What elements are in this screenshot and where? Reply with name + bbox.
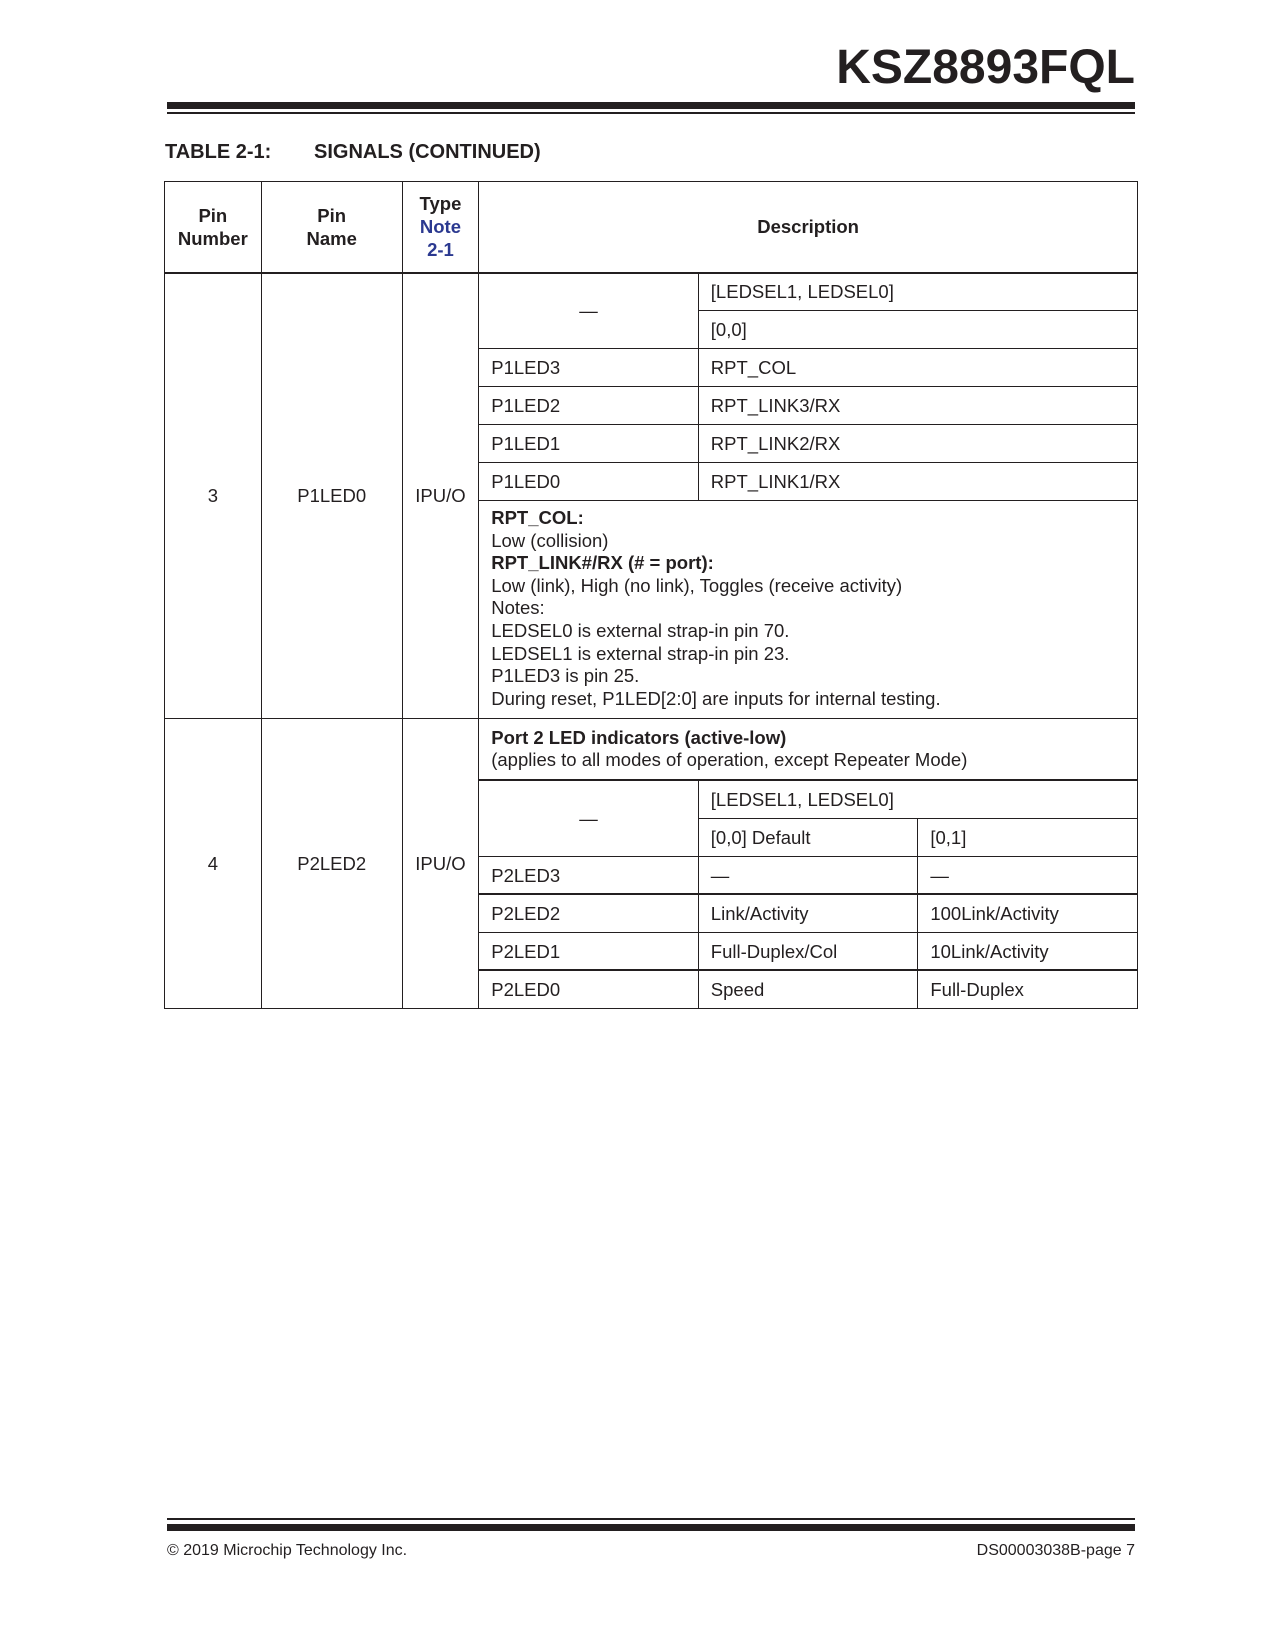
column-header-pin-number-line2: Number	[177, 227, 248, 249]
column-header-pin-name-line2: Name	[306, 227, 357, 249]
column-header-pin-name	[261, 182, 402, 273]
document-title: KSZ8893FQL	[836, 41, 1135, 94]
rpt-link-desc: Low (link), High (no link), Toggles (receive activity)	[491, 574, 903, 596]
rpt-col-title: RPT_COL:	[491, 507, 584, 528]
column-header-pin-number	[165, 182, 262, 273]
pin3-led-name: P1LED3	[479, 349, 699, 387]
note-line: LEDSEL0 is external strap-in pin 70.	[491, 619, 790, 641]
pin3-type: IPU/O	[402, 273, 479, 719]
table-row	[165, 273, 1138, 311]
pin4-ledsel-header: [LEDSEL1, LEDSEL0]	[698, 780, 1137, 818]
column-header-type	[402, 182, 479, 273]
pin3-ledsel-header: [LEDSEL1, LEDSEL0]	[698, 273, 1137, 311]
footer-rule-thick	[167, 1524, 1135, 1531]
pin4-intro-cell	[479, 719, 1138, 781]
header-rule-thin	[167, 112, 1135, 114]
pin4-led-mode-01: —	[918, 856, 1138, 894]
footer-rule-thin	[167, 1518, 1135, 1520]
pin4-name: P2LED2	[261, 719, 402, 1009]
pin4-mode-00: [0,0] Default	[698, 818, 918, 856]
table-header-row	[165, 182, 1138, 273]
rpt-col-desc: Low (collision)	[491, 529, 609, 551]
footer-page-ref: DS00003038B-page 7	[976, 1542, 1135, 1559]
pin3-led-name: P1LED1	[479, 425, 699, 463]
note-line: During reset, P1LED[2:0] are inputs for internal testing.	[491, 687, 941, 709]
pin4-led-mode-00: Speed	[698, 970, 918, 1008]
rpt-link-title: RPT_LINK#/RX (# = port):	[491, 552, 714, 574]
note-line: P1LED3 is pin 25.	[491, 665, 640, 687]
pin4-dash-cell: —	[479, 780, 699, 856]
pin4-led-name: P2LED0	[479, 970, 699, 1008]
note-2-1-link-line2[interactable]: 2-1	[427, 239, 454, 261]
pin4-led-name: P2LED1	[479, 932, 699, 970]
header-rule-thick	[167, 102, 1135, 109]
table-caption	[165, 141, 541, 164]
column-header-pin-number-line1: Pin	[198, 204, 228, 226]
pin3-led-value: RPT_LINK2/RX	[698, 425, 1137, 463]
table-row	[165, 719, 1138, 781]
pin4-led-mode-01: 10Link/Activity	[918, 932, 1138, 970]
table-caption-label: TABLE 2-1:	[165, 141, 272, 163]
pin3-led-value: RPT_LINK3/RX	[698, 387, 1137, 425]
note-line: LEDSEL1 is external strap-in pin 23.	[491, 642, 790, 664]
pin3-led-value: RPT_COL	[698, 349, 1137, 387]
pin4-mode-01: [0,1]	[918, 818, 1138, 856]
footer-copyright: © 2019 Microchip Technology Inc.	[167, 1542, 408, 1559]
pin4-led-mode-00: —	[698, 856, 918, 894]
pin3-mode-00: [0,0]	[698, 311, 1137, 349]
pin3-notes-cell	[479, 501, 1138, 719]
pin3-name: P1LED0	[261, 273, 402, 719]
pin3-dash-cell: —	[479, 273, 699, 349]
pin4-led-mode-01: Full-Duplex	[918, 970, 1138, 1008]
column-header-pin-name-line1: Pin	[317, 204, 347, 226]
pin4-led-name: P2LED2	[479, 894, 699, 932]
pin4-led-mode-00: Link/Activity	[698, 894, 918, 932]
pin4-type: IPU/O	[402, 719, 479, 1009]
column-header-description: Description	[479, 182, 1138, 273]
port2-intro-title: Port 2 LED indicators (active-low)	[491, 726, 787, 748]
pin3-led-name: P1LED2	[479, 387, 699, 425]
column-header-type-line1: Type	[419, 193, 462, 215]
pin4-led-mode-00: Full-Duplex/Col	[698, 932, 918, 970]
notes-label: Notes:	[491, 597, 545, 619]
pin4-led-mode-01: 100Link/Activity	[918, 894, 1138, 932]
port2-intro-desc: (applies to all modes of operation, except Repeater Mode)	[491, 749, 968, 771]
signals-table	[164, 181, 1138, 1009]
pin3-led-name: P1LED0	[479, 463, 699, 501]
pin3-led-value: RPT_LINK1/RX	[698, 463, 1137, 501]
pin4-led-name: P2LED3	[479, 856, 699, 894]
table-caption-title: SIGNALS (CONTINUED)	[314, 141, 541, 163]
pin4-number: 4	[165, 719, 262, 1009]
note-2-1-link-line1[interactable]: Note	[419, 216, 462, 238]
pin3-number: 3	[165, 273, 262, 719]
